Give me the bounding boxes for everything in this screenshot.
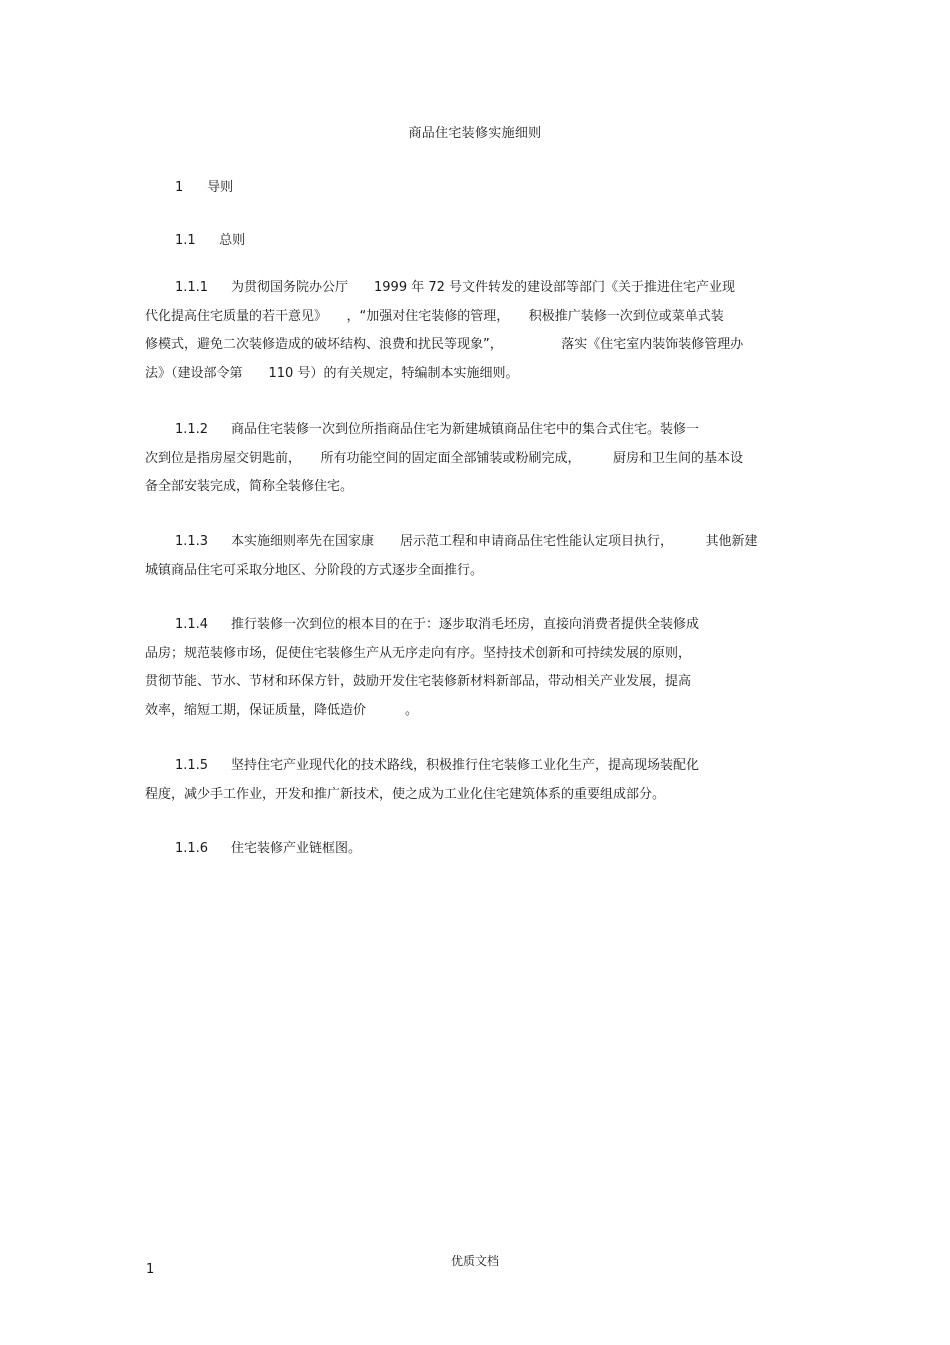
paragraph-line: 法》（建设部令第 110 号）的有关规定，特编制本实施细则。 bbox=[145, 365, 519, 381]
paragraph-1-1-1 bbox=[145, 274, 805, 388]
paragraph-number: 1.1.6 bbox=[175, 841, 209, 856]
paragraph-line: 效率，缩短工期，保证质量，降低造价 。 bbox=[145, 702, 419, 718]
paragraph-number: 1.1.5 bbox=[175, 758, 209, 773]
paragraph-line: 程度，减少手工作业，开发和推广新技术，使之成为工业化住宅建筑体系的重要组成部分。 bbox=[145, 786, 666, 802]
paragraph-1-1-6 bbox=[145, 835, 805, 864]
paragraph-1-1-4 bbox=[145, 611, 805, 725]
paragraph-number: 1.1.1 bbox=[175, 280, 209, 295]
section-label: 总则 bbox=[219, 233, 246, 248]
paragraph-line: 城镇商品住宅可采取分地区、分阶段的方式逐步全面推行。 bbox=[145, 562, 484, 578]
paragraph-line: 贯彻节能、节水、节材和环保方针，鼓励开发住宅装修新材料新部品，带动相关产业发展，提高 bbox=[145, 674, 692, 689]
paragraph-line: 备全部安装完成，简称全装修住宅。 bbox=[145, 479, 354, 494]
page-number: 1 bbox=[146, 1262, 155, 1277]
paragraph-number: 1.1.4 bbox=[175, 617, 209, 632]
paragraph-line: 1.1.2 商品住宅装修一次到位所指商品住宅为新建城镇商品住宅中的集合式住宅。装修一 bbox=[145, 416, 805, 445]
section-number: 1.1 bbox=[175, 233, 196, 248]
paragraph-line: 1.1.1 为贯彻国务院办公厅 1999 年 72 号文件转发的建设部等部门《关于推进住宅产业现 bbox=[145, 274, 805, 303]
document-title: 商品住宅装修实施细则 bbox=[408, 126, 542, 141]
paragraph-number: 1.1.3 bbox=[175, 534, 209, 549]
section-heading-1 bbox=[175, 176, 233, 195]
section-label: 导则 bbox=[207, 180, 234, 195]
paragraph-number: 1.1.2 bbox=[175, 422, 209, 437]
section-number: 1 bbox=[175, 180, 184, 195]
paragraph-line: 1.1.6 住宅装修产业链框图。 bbox=[145, 835, 805, 864]
section-heading-1-1 bbox=[175, 229, 245, 248]
paragraph-line: 1.1.3 本实施细则率先在国家康 居示范工程和申请商品住宅性能认定项目执行， 其他新建 bbox=[145, 528, 805, 557]
footer-label: 优质文档 bbox=[450, 1254, 499, 1268]
paragraph-line: 代化提高住宅质量的若干意见》 ，“加强对住宅装修的管理， 积极推广装修一次到位或菜单式装 bbox=[145, 308, 724, 324]
paragraph-1-1-3 bbox=[145, 528, 805, 585]
paragraph-line: 次到位是指房屋交钥匙前， 所有功能空间的固定面全部铺装或粉刷完成， 厨房和卫生间的基本设 bbox=[145, 450, 744, 466]
paragraph-line: 品房；规范装修市场，促使住宅装修生产从无序走向有序。坚持技术创新和可持续发展的原则， bbox=[145, 645, 692, 661]
paragraph-1-1-5 bbox=[145, 752, 805, 809]
paragraph-line: 修模式，避免二次装修造成的破坏结构、浪费和扰民等现象”， 落实《住宅室内装饰装修管理办 bbox=[145, 337, 744, 352]
paragraph-line: 1.1.4 推行装修一次到位的根本目的在于：逐步取消毛坯房，直接向消费者提供全装修成 bbox=[145, 611, 805, 640]
paragraph-line: 1.1.5 坚持住宅产业现代化的技术路线，积极推行住宅装修工业化生产，提高现场装配化 bbox=[145, 752, 805, 781]
paragraph-1-1-2 bbox=[145, 416, 805, 502]
